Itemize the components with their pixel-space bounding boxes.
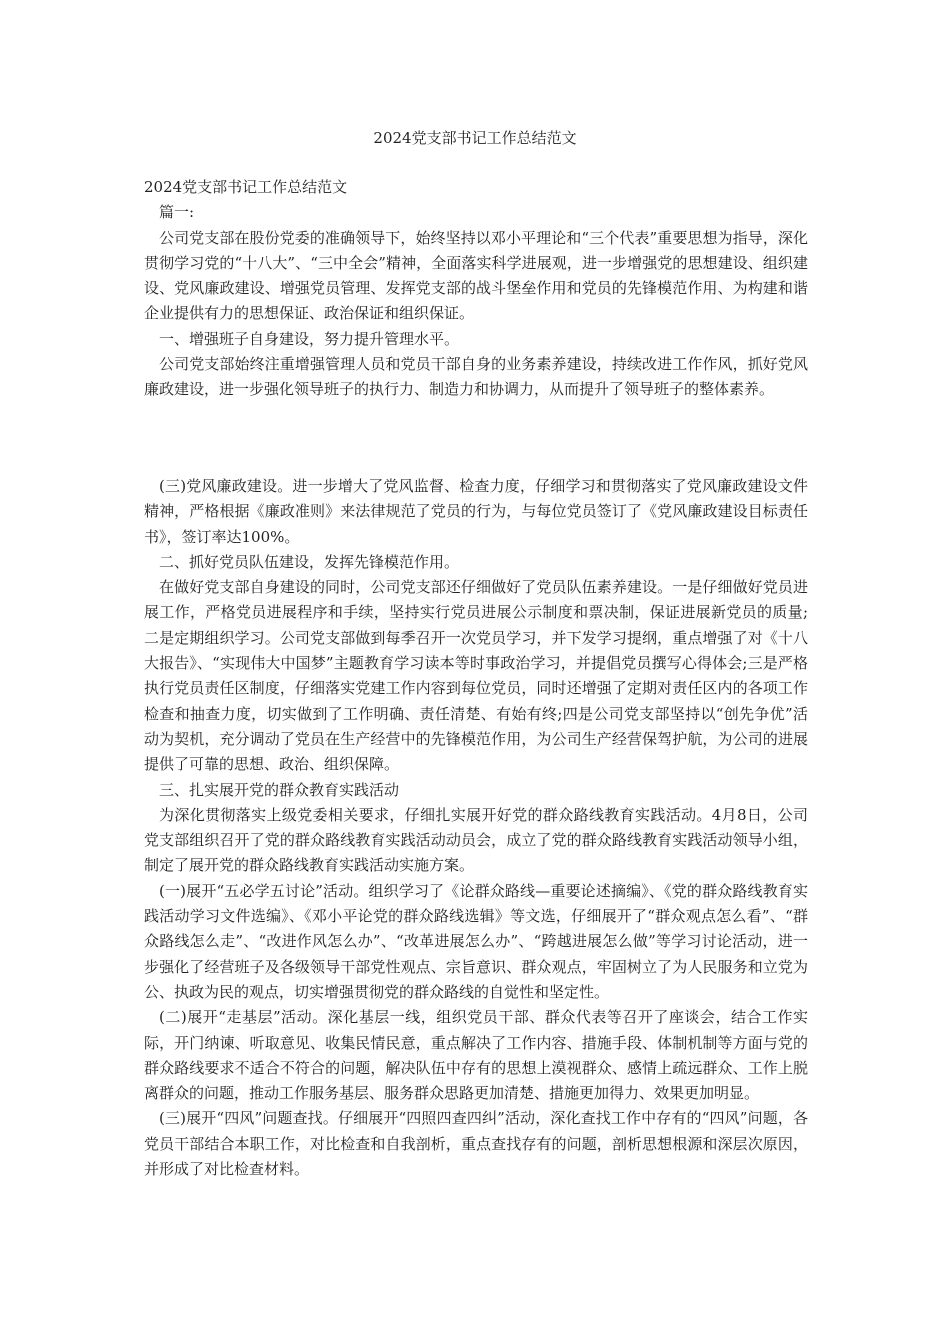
paragraph: (一)展开“五必学五讨论”活动。组织学习了《论群众路线—重要论述摘编》、《党的群众路线教育实践活动学习文件选编》、《邓小平论党的群众路线选辑》等文选，仔细展开了“群众观点怎么看”、“群众路线怎么走”、“改进作风怎么办”、“改革进展怎么办”、“跨越进展怎么做”等学习讨论活动，进一步强化了经营班子及各级领导干部党性观点、宗旨意识、群众观点，牢固树立了为人民服务和立党为公、执政为民的观点，切实增强贯彻党的群众路线的自觉性和坚定性。 xyxy=(144,881,808,1001)
paragraph: 公司党支部在股份党委的准确领导下，始终坚持以邓小平理论和“三个代表”重要思想为指导，深化贯彻学习党的“十八大”、“三中全会”精神，全面落实科学进展观，进一步增强党的思想建设、组织建设、党风廉政建设、增强党员管理、发挥党支部的战斗堡垒作用和党员的先锋模范作用、为构建和谐企业提供有力的思想保证、政治保证和组织保证。 xyxy=(144,228,808,323)
document-title: 2024党支部书记工作总结范文 xyxy=(373,129,577,147)
content-block-bottom xyxy=(144,474,808,1182)
subtitle-line: 2024党支部书记工作总结范文 xyxy=(144,178,348,196)
paragraph: 公司党支部始终注重增强管理人员和党员干部自身的业务素养建设，持续改进工作作风，抓好党风廉政建设，进一步强化领导班子的执行力、制造力和协调力，从而提升了领导班子的整体素养。 xyxy=(144,355,808,399)
section-heading: 一、增强班子自身建设，努力提升管理水平。 xyxy=(159,329,460,348)
paragraph: 为深化贯彻落实上级党委相关要求，仔细扎实展开好党的群众路线教育实践活动。4月8日，公司党支部组织召开了党的群众路线教育实践活动动员会，成立了党的群众路线教育实践活动领导小组，制定了展开党的群众路线教育实践活动实施方案。 xyxy=(144,805,808,875)
section-heading: 三、扎实展开党的群众教育实践活动 xyxy=(159,780,400,799)
paragraph: (二)展开“走基层”活动。深化基层一线，组织党员干部、群众代表等召开了座谈会，结合工作实际，开门纳谏、听取意见、收集民情民意，重点解决了工作内容、措施手段、体制机制等方面与党的群众路线要求不适合不符合的问题，解决队伍中存有的思想上漠视群众、感情上疏远群众、工作上脱离群众的问题，推动工作服务基层、服务群众思路更加清楚、措施更加得力、效果更加明显。 xyxy=(144,1008,808,1103)
section-heading: 二、抓好党员队伍建设，发挥先锋模范作用。 xyxy=(159,552,460,571)
paragraph: (三)党风廉政建设。进一步增大了党风监督、检查力度，仔细学习和贯彻落实了党风廉政建设文件精神，严格根据《廉政准则》来法律规范了党员的行为，与每位党员签订了《党风廉政建设目标责任书》，签订率达100%。 xyxy=(144,477,808,546)
paragraph: (三)展开“四风”问题查找。仔细展开“四照四查四纠”活动，深化查找工作中存有的“四风”问题，各党员干部结合本职工作，对比检查和自我剖析，重点查找存有的问题，剖析思想根源和深层次原因，并形成了对比检查材料。 xyxy=(144,1109,808,1179)
section-label: 篇一: xyxy=(159,203,195,222)
content-block-top xyxy=(144,175,808,403)
paragraph: 在做好党支部自身建设的同时，公司党支部还仔细做好了党员队伍素养建设。一是仔细做好党员进展工作，严格党员进展程序和手续，坚持实行党员进展公示制度和票决制，保证进展新党员的质量;二是定期组织学习。公司党支部做到每季召开一次党员学习，并下发学习提纲，重点增强了对《十八大报告》、“实现伟大中国梦”主题教育学习读本等时事政治学习，并提倡党员撰写心得体会;三是严格执行党员责任区制度，仔细落实党建工作内容到每位党员，同时还增强了定期对责任区内的各项工作检查和抽查力度，切实做到了工作明确、责任清楚、有始有终;四是公司党支部坚持以“创先争优”活动为契机，充分调动了党员在生产经营中的先锋模范作用，为公司生产经营保驾护航，为公司的进展提供了可靠的思想、政治、组织保障。 xyxy=(144,578,808,774)
